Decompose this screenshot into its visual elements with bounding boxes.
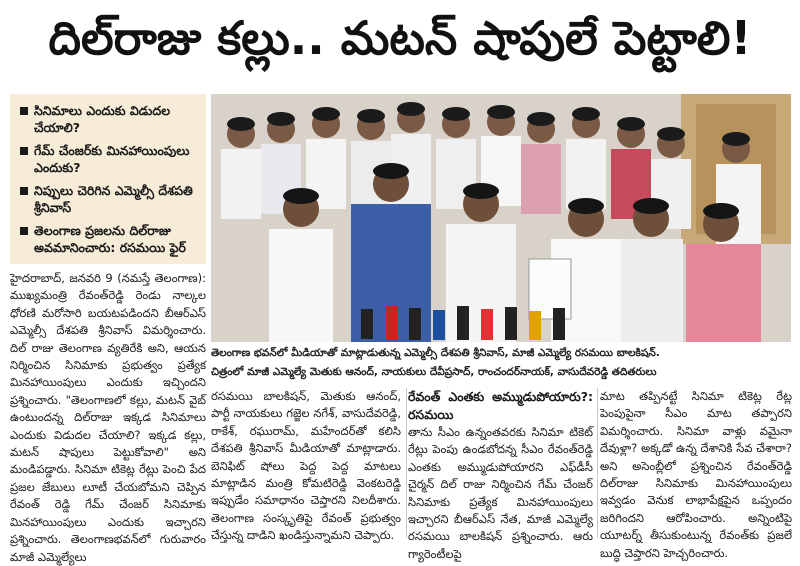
headline: దిల్‌రాజు కల్లు.. మటన్ షాపులే పెట్టాలి! <box>48 11 752 65</box>
highlight-text: సినిమాలు ఎందుకు విడుదల చేయాలి? <box>34 103 171 135</box>
square-bullet-icon <box>20 227 28 235</box>
article-subheading: రేవంత్ ఎంతకు అమ్ముడుపోయారు?: రసమయి <box>408 389 593 422</box>
article-column-3-text: తాను సీఎం ఉన్నంతవరకు సినిమా టికెట్ రేట్లు పెంపు ఉండబోదన్న సీఎం రేవంత్‌రెడ్డి ఎంతకు అమ్ముడుపోయారని ఎఫ్‌డీసీ చైర్మన్ దిల్ రాజు నిర్మించిన గేమ్ చేంజర్ సినిమాకు ప్రత్యేక మినహాయింపులు ఇచ్చారని బీఆర్‌ఎస్ నేత, మాజీ ఎమ్మెల్యే రసమయి బాలకిషన్ ప్రశ్నించారు. ఆరు గ్యారెంటీలపై <box>408 425 593 561</box>
highlight-text: గేమ్ చేంజర్‌కు మినహాయింపులు ఎందుకు? <box>34 143 190 175</box>
article-column-1: హైదరాబాద్, జనవరి 9 (నమస్తే తెలంగాణ): ముఖ్యమంత్రి రేవంత్‌రెడ్డి రెండు నాల్కల ధోరణి మరోసారి బయటపడిందని బీఆర్‌ఎస్ ఎమ్మెల్సీ దేశపతి శ్రీనివాస్ విమర్శించారు. దిల్ రాజు తెలంగాణ వ్యతిరేకి అని, ఆయన నిర్మించిన సినిమాకు ప్రభుత్వం ప్రత్యేక మినహాయింపులు ఎందుకు ఇచ్చిందని ప్రశ్నించారు. "తెలంగాణలో కల్లు, మటన్ వైబ్ ఉంటుందన్న దిల్‌రాజు ఇక్కడ సినిమాలు ఎందుకు విడుదల చేయాలి? ఇక్కడ కల్లు, మటన్ షాపులు పెట్టుకోవాలి" అని మండిపడ్డారు. సినిమా టికెట్ల రేట్లు పెంచి పేద ప్రజల జేబులు లూటీ చేయబోమని చెప్పిన రేవంత్ రెడ్డి గేమ్ చేంజర్ సినిమాకు మినహాయింపులు ఎందుకు ఇచ్చారని ప్రశ్నించారు. తెలంగాణభవన్‌లో గురువారం మాజీ ఎమ్మెల్యేలు <box>10 271 206 564</box>
highlights-box <box>10 94 206 264</box>
caption-line: తెలంగాణ భవన్‌లో మీడియాతో మాట్లాడుతున్న ఎమ్మెల్సీ దేశపతి శ్రీనివాస్, మాజీ ఎమ్మెల్యే రసమయి బాలకిషన్. <box>211 347 660 359</box>
highlight-text: నిప్పులు చెరిగిన ఎమ్మెల్సీ దేశపతి శ్రీనివాస్ <box>34 183 193 215</box>
square-bullet-icon <box>20 107 28 115</box>
article-column-2: రసమయి బాలకిషన్, మెతుకు ఆనంద్, పార్టీ నాయకులు గజ్జెల నగేశ్, వాసుదేవరెడ్డి, రాకేశ్, రఘురామ్, మహేందర్‌తో కలిసి దేశపతి శ్రీనివాస్ మీడియాతో మాట్లాడారు. బెనిఫిట్ షోలు పెద్ద పెద్ద మాటలు మాట్లాడిన మంత్రి కోమటిరెడ్డి వెంకటరెడ్డి ఇప్పుడేం సమాధానం చెప్తారని నిలదీశారు. తెలంగాణ సంస్కృతిపై రేవంత్ ప్రభుత్వం చేస్తున్న దాడిని ఖండిస్తున్నామని చెప్పారు. <box>211 389 401 543</box>
highlight-text: తెలంగాణ ప్రజలను దిల్‌రాజు అవమానించారు: రసమయి ఫైర్ <box>34 223 186 255</box>
photo-caption <box>211 344 791 384</box>
caption-line: చిత్రంలో మాజీ ఎమ్మెల్యే మెతుకు ఆనంద్, నాయకులు దేవీప్రసాద్, రాంచందర్‌నాయక్, వాసుదేవరెడ్డి తదితరులు <box>211 366 657 378</box>
column-divider <box>406 388 407 538</box>
highlight-item <box>20 142 198 176</box>
highlight-item <box>20 182 198 216</box>
column-divider <box>597 388 598 538</box>
square-bullet-icon <box>20 187 28 195</box>
highlight-item <box>20 102 198 136</box>
article-column-4: మాట తప్పినట్టే సినిమా టికెట్ల రేట్ల పెంపుపైనా సీఎం మాట తప్పారని విమర్శించారు. సినిమా వాళ్లు వమైనా దేవుళ్లా? అక్కడో ఉన్న దేశానికి సేవ చేశారా? అని అసెంబ్లీలో ప్రశ్నించిన రేవంత్‌రెడ్డి దిల్‌రాజు సినిమాకు మినహాయింపులు ఇవ్వడం వెనుక లాభాపేక్షపైన ఒప్పందం జరిగిందని ఆరోపించారు. అన్నింటిపై యూటర్న్ తీసుకుంటున్న రేవంత్‌కు ప్రజలే బుద్ధి చెప్తారని హెచ్చరించారు. <box>600 389 792 560</box>
article-column-3 <box>408 388 593 561</box>
news-photo <box>211 94 791 342</box>
highlight-item <box>20 222 198 256</box>
press-conference-illustration <box>211 94 791 342</box>
square-bullet-icon <box>20 147 28 155</box>
